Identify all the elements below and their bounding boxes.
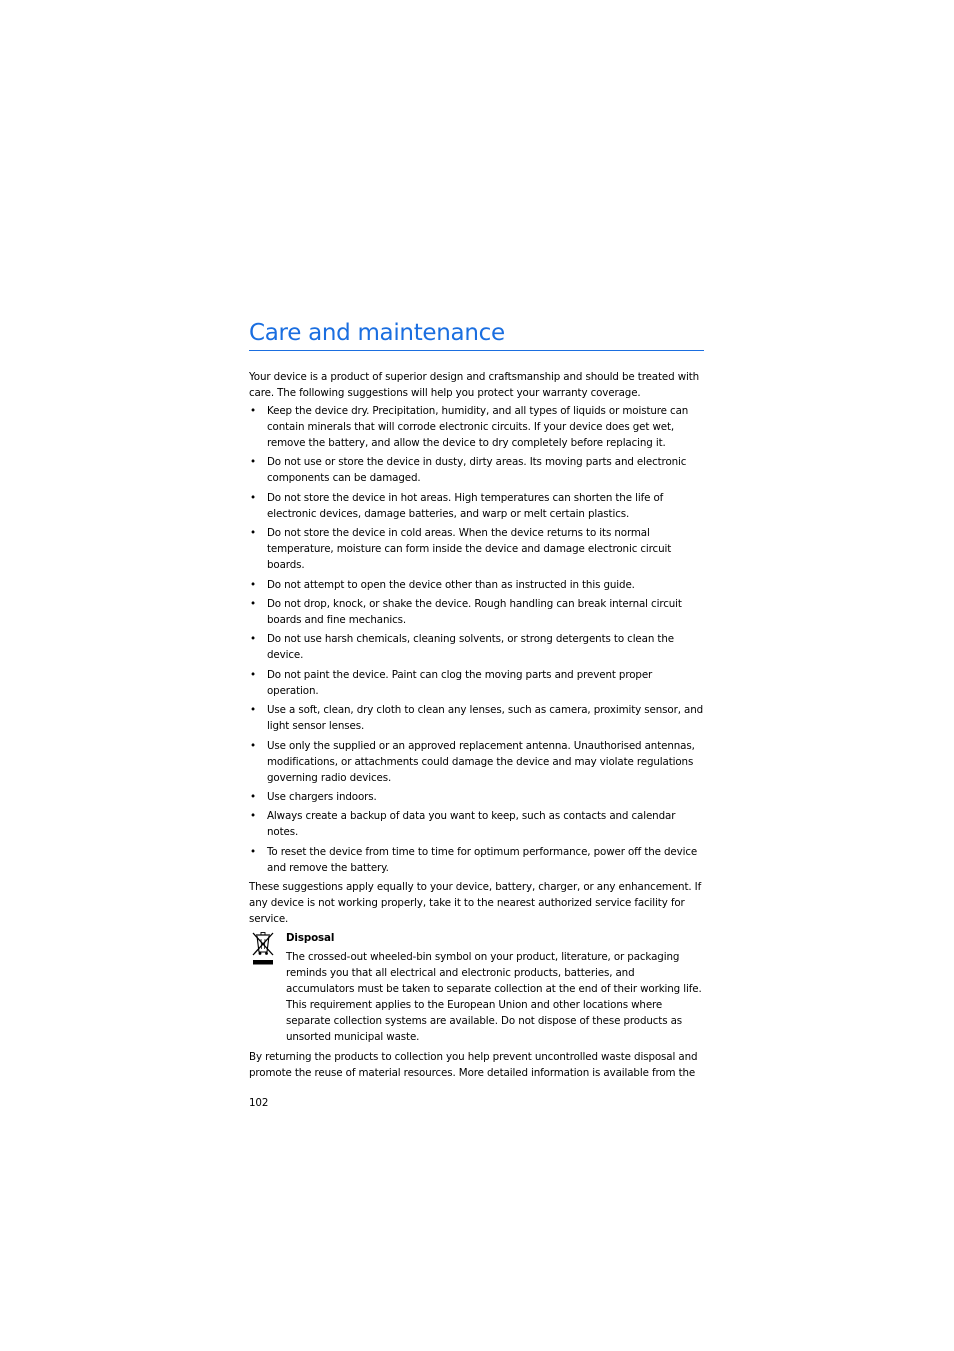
- list-item-text: Do not attempt to open the device other than as instructed in this guide.: [267, 578, 635, 591]
- list-item-text: To reset the device from time to time for optimum performance, power off the device and remove the battery.: [267, 845, 698, 874]
- list-item: [249, 454, 704, 486]
- disposal-section: [249, 930, 704, 1045]
- bullet-icon: •: [250, 739, 256, 752]
- bullet-icon: •: [250, 790, 256, 803]
- list-item-text: Always create a backup of data you want to keep, such as contacts and calendar notes.: [267, 810, 676, 839]
- page-title: Care and maintenance: [249, 320, 505, 346]
- page-number: 102: [249, 1097, 269, 1110]
- list-item-text: Use a soft, clean, dry cloth to clean any lenses, such as camera, proximity sensor, and light sensor lenses.: [267, 704, 704, 733]
- list-item: [249, 789, 704, 805]
- list-item-text: Do not store the device in hot areas. High temperatures can shorten the life of electronic devices, damage batteries, and warp or melt certain plastics.: [267, 491, 664, 520]
- bullet-icon: •: [250, 633, 256, 646]
- list-item-text: Do not drop, knock, or shake the device. Rough handling can break internal circuit boards and fine mechanics.: [267, 597, 682, 626]
- bullet-icon: •: [250, 405, 256, 417]
- list-item-text: Use only the supplied or an approved replacement antenna. Unauthorised antennas, modifications, or attachments could damage the device and may violate regulations governing radio devices.: [267, 739, 695, 784]
- list-item: [249, 525, 704, 573]
- list-item-text: Do not paint the device. Paint can clog the moving parts and prevent proper operation.: [267, 668, 653, 697]
- list-item: [249, 702, 704, 734]
- intro-paragraph: Your device is a product of superior design and craftsmanship and should be treated with care. The following suggestions will help you protect your warranty coverage.: [249, 371, 700, 399]
- bullet-icon: •: [250, 810, 256, 823]
- suggestions-note: These suggestions apply equally to your device, battery, charger, or any enhancement. If any device is not working properly, take it to the nearest authorized service facility for service.: [249, 881, 702, 926]
- bullet-icon: •: [250, 597, 256, 610]
- disposal-heading: Disposal: [286, 932, 335, 945]
- bullet-icon: •: [250, 527, 256, 540]
- list-item: [249, 844, 704, 876]
- bullet-icon: •: [250, 668, 256, 681]
- list-item-text: Do not use harsh chemicals, cleaning solvents, or strong detergents to clean the device.: [267, 633, 674, 662]
- care-tips-list: [249, 403, 704, 876]
- bullet-icon: •: [250, 845, 256, 858]
- list-item-text: Use chargers indoors.: [267, 790, 377, 803]
- title-divider: [249, 350, 704, 351]
- list-item-text: Keep the device dry. Precipitation, humidity, and all types of liquids or moisture can contain minerals that will corrode electronic circuits. If your device does get wet, remove the battery, and allow the device to dry completely before replacing it.: [267, 405, 689, 449]
- disposal-text: The crossed-out wheeled-bin symbol on your product, literature, or packaging reminds you that all electrical and electronic products, batteries, and accumulators must be taken to separate collection at the end of their working life. This requirement applies to the European Union and other locations where separate collection systems are available. Do not dispose of these products as unsorted municipal waste.: [286, 951, 702, 1044]
- list-item: [249, 631, 704, 663]
- list-item: [249, 667, 704, 699]
- list-item: [249, 808, 704, 840]
- bullet-icon: •: [250, 456, 256, 469]
- bullet-icon: •: [250, 578, 256, 591]
- list-item-text: Do not use or store the device in dusty, dirty areas. Its moving parts and electronic components can be damaged.: [267, 456, 687, 485]
- bullet-icon: •: [250, 491, 256, 504]
- closing-paragraph: By returning the products to collection you help prevent uncontrolled waste disposal and promote the reuse of material resources. More detailed information is available from the: [249, 1051, 698, 1080]
- list-item: [249, 596, 704, 628]
- list-item: [249, 403, 704, 451]
- bullet-icon: •: [250, 704, 256, 717]
- list-item: [249, 577, 704, 593]
- list-item: [249, 738, 704, 786]
- list-item: [249, 490, 704, 522]
- crossed-out-wheeled-bin-icon: [251, 931, 275, 965]
- document-page: [249, 318, 704, 1111]
- list-item-text: Do not store the device in cold areas. When the device returns to its normal temperature, moisture can form inside the device and damage electronic circuit boards.: [267, 527, 672, 572]
